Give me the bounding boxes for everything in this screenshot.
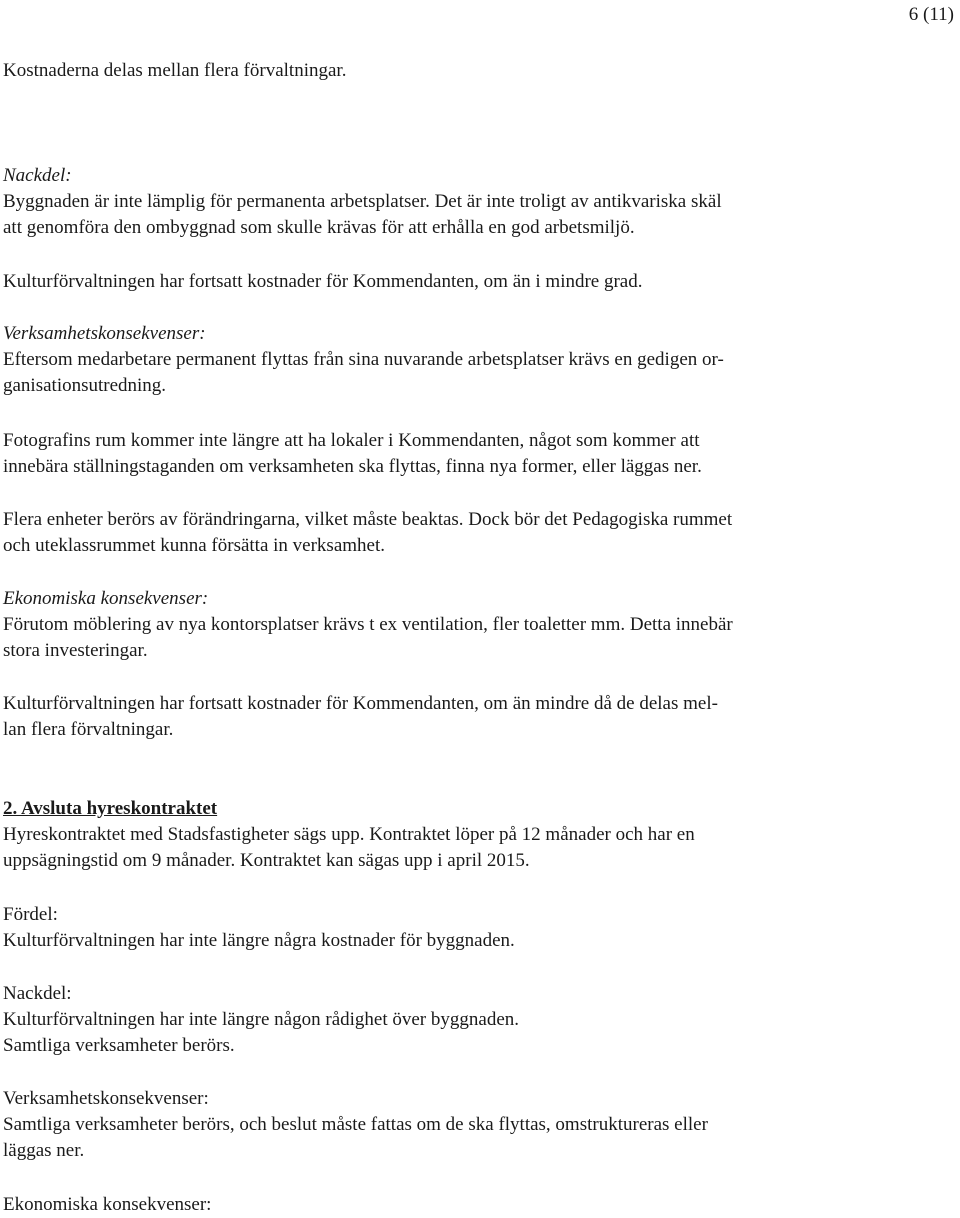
ekonomiska-konsekvenser-section [3,586,883,664]
flera-enheter-line-1: Flera enheter berörs av förändringarna, vilket måste beaktas. Dock bör det Pedagogiska rummet [3,509,733,530]
flera-enheter-line-2: och uteklassrummet kunna försätta in verksamhet. [3,535,386,556]
fordel-label: Fördel: [3,904,58,925]
verksamhetskonsekvenser-line-1: Eftersom medarbetare permanent flyttas från sina nuvarande arbetsplatser krävs en gedigen or- [3,349,724,370]
nackdel-2-label: Nackdel: [3,983,72,1004]
nackdel-2-line-1: Kulturförvaltningen har inte längre någon rådighet över byggnaden. [3,1009,519,1030]
ekonomiska-konsekvenser-label: Ekonomiska konsekvenser: [3,588,209,609]
ekonomiska-konsekvenser-line-1: Förutom möblering av nya kontorsplatser krävs t ex ventilation, fler toaletter mm. Detta innebär [3,614,733,635]
nackdel-label: Nackdel: [3,165,72,186]
kostnad-2-line-1: Kulturförvaltningen har fortsatt kostnader för Kommendanten, om än mindre då de delas mel- [3,693,718,714]
fotografins-line-2: innebära ställningstaganden om verksamheten ska flyttas, finna nya former, eller läggas ner. [3,456,702,477]
nackdel-line-2: att genomföra den ombyggnad som skulle krävas för att erhålla en god arbetsmiljö. [3,217,635,238]
avsluta-line-1: Hyreskontraktet med Stadsfastigheter sägs upp. Kontraktet löper på 12 månader och har en [3,824,695,845]
fotografins-paragraph [3,428,883,480]
nackdel-section [3,163,883,241]
kostnad-2-paragraph [3,691,883,743]
intro-text: Kostnaderna delas mellan flera förvaltningar. [3,60,347,81]
verksamhetskonsekvenser-section [3,321,883,399]
verksamhetskonsekvenser-2-label: Verksamhetskonsekvenser: [3,1088,209,1109]
verksamhetskonsekvenser-2-line-1: Samtliga verksamheter berörs, och beslut måste fattas om de ska flyttas, omstruktureras eller [3,1114,708,1135]
ekonomiska-konsekvenser-line-2: stora investeringar. [3,640,148,661]
verksamhetskonsekvenser-line-2: ganisationsutredning. [3,375,167,396]
fordel-line-1: Kulturförvaltningen har inte längre några kostnader för byggnaden. [3,930,515,951]
nackdel-2-line-2: Samtliga verksamheter berörs. [3,1035,235,1056]
kostnad-2-line-2: lan flera förvaltningar. [3,719,174,740]
kostnad-paragraph [3,269,883,295]
verksamhetskonsekvenser-2-section [3,1086,883,1164]
section-heading: 2. Avsluta hyreskontraktet [3,798,218,819]
fordel-section [3,902,883,954]
avsluta-line-2: uppsägningstid om 9 månader. Kontraktet kan sägas upp i april 2015. [3,850,530,871]
nackdel-line-1: Byggnaden är inte lämplig för permanenta arbetsplatser. Det är inte troligt av antikvariska skäl [3,191,722,212]
fotografins-line-1: Fotografins rum kommer inte längre att ha lokaler i Kommendanten, något som kommer att [3,430,700,451]
intro-paragraph [3,58,883,84]
verksamhetskonsekvenser-label: Verksamhetskonsekvenser: [3,323,206,344]
verksamhetskonsekvenser-2-line-2: läggas ner. [3,1140,85,1161]
ekonomiska-konsekvenser-2-label: Ekonomiska konsekvenser: [3,1194,212,1215]
page-number: 6 (11) [908,4,954,25]
flera-enheter-paragraph [3,507,883,559]
avsluta-hyreskontraktet-section [3,796,883,874]
kostnad-text: Kulturförvaltningen har fortsatt kostnader för Kommendanten, om än i mindre grad. [3,271,643,292]
nackdel-2-section [3,981,883,1059]
ekonomiska-konsekvenser-2-section [3,1192,883,1218]
